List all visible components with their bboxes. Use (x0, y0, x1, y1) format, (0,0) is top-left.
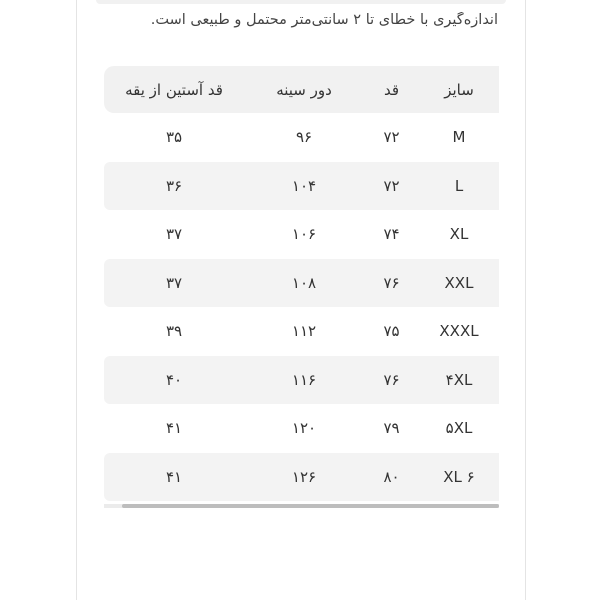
table-row (104, 307, 499, 356)
cell-size: XL ۶ (443, 467, 475, 486)
cell-size: L (454, 176, 464, 195)
cell-length: ۷۲ (383, 128, 400, 147)
header-sleeve: قد آستین از یقه (125, 80, 223, 99)
horizontal-scrollbar-thumb[interactable] (122, 504, 499, 508)
cell-length: ۷۴ (383, 225, 400, 244)
size-table (104, 66, 499, 501)
cell-length: ۸۰ (383, 467, 400, 486)
cell-sleeve: ۳۹ (165, 322, 183, 341)
cell-chest: ۱۲۰ (291, 419, 317, 438)
header-chest: دور سینه (276, 80, 332, 99)
cell-sleeve: ۳۶ (165, 176, 183, 195)
cell-chest: ۱۱۲ (291, 322, 317, 341)
cell-length: ۷۵ (383, 322, 400, 341)
cell-sleeve: ۴۱ (165, 419, 183, 438)
cell-chest: ۹۶ (295, 128, 313, 147)
table-row (104, 162, 499, 211)
cell-length: ۷۲ (383, 176, 400, 195)
table-row (104, 259, 499, 308)
cell-size: XL (449, 225, 469, 244)
table-row (104, 356, 499, 405)
cell-chest: ۱۲۶ (291, 467, 317, 486)
header-size: سایز (444, 80, 474, 99)
cell-sleeve: ۳۷ (165, 273, 183, 292)
table-row (104, 113, 499, 162)
cell-sleeve: ۳۷ (165, 225, 183, 244)
header-length: قد (383, 80, 400, 99)
cell-size: ۵XL (445, 419, 473, 438)
cell-size: XXXL (439, 322, 479, 341)
cell-size: M (452, 128, 466, 147)
table-row (104, 404, 499, 453)
table-header-row (104, 66, 499, 113)
cell-size: XXL (444, 273, 474, 292)
table-row (104, 210, 499, 259)
cell-length: ۷۶ (383, 370, 400, 389)
cell-sleeve: ۴۱ (165, 467, 183, 486)
table-row (104, 453, 499, 502)
cell-length: ۷۹ (383, 419, 400, 438)
cell-sleeve: ۳۵ (165, 128, 183, 147)
cell-sleeve: ۴۰ (165, 370, 183, 389)
top-divider (96, 0, 506, 4)
cell-chest: ۱۰۸ (291, 273, 317, 292)
cell-chest: ۱۰۶ (291, 225, 317, 244)
cell-chest: ۱۰۴ (291, 176, 317, 195)
cell-length: ۷۶ (383, 273, 400, 292)
measurement-note: اندازه‌گیری با خطای تا ۲ سانتی‌متر محتمل و طبیعی است. (150, 12, 498, 28)
cell-chest: ۱۱۶ (291, 370, 317, 389)
cell-size: ۴XL (445, 370, 473, 389)
